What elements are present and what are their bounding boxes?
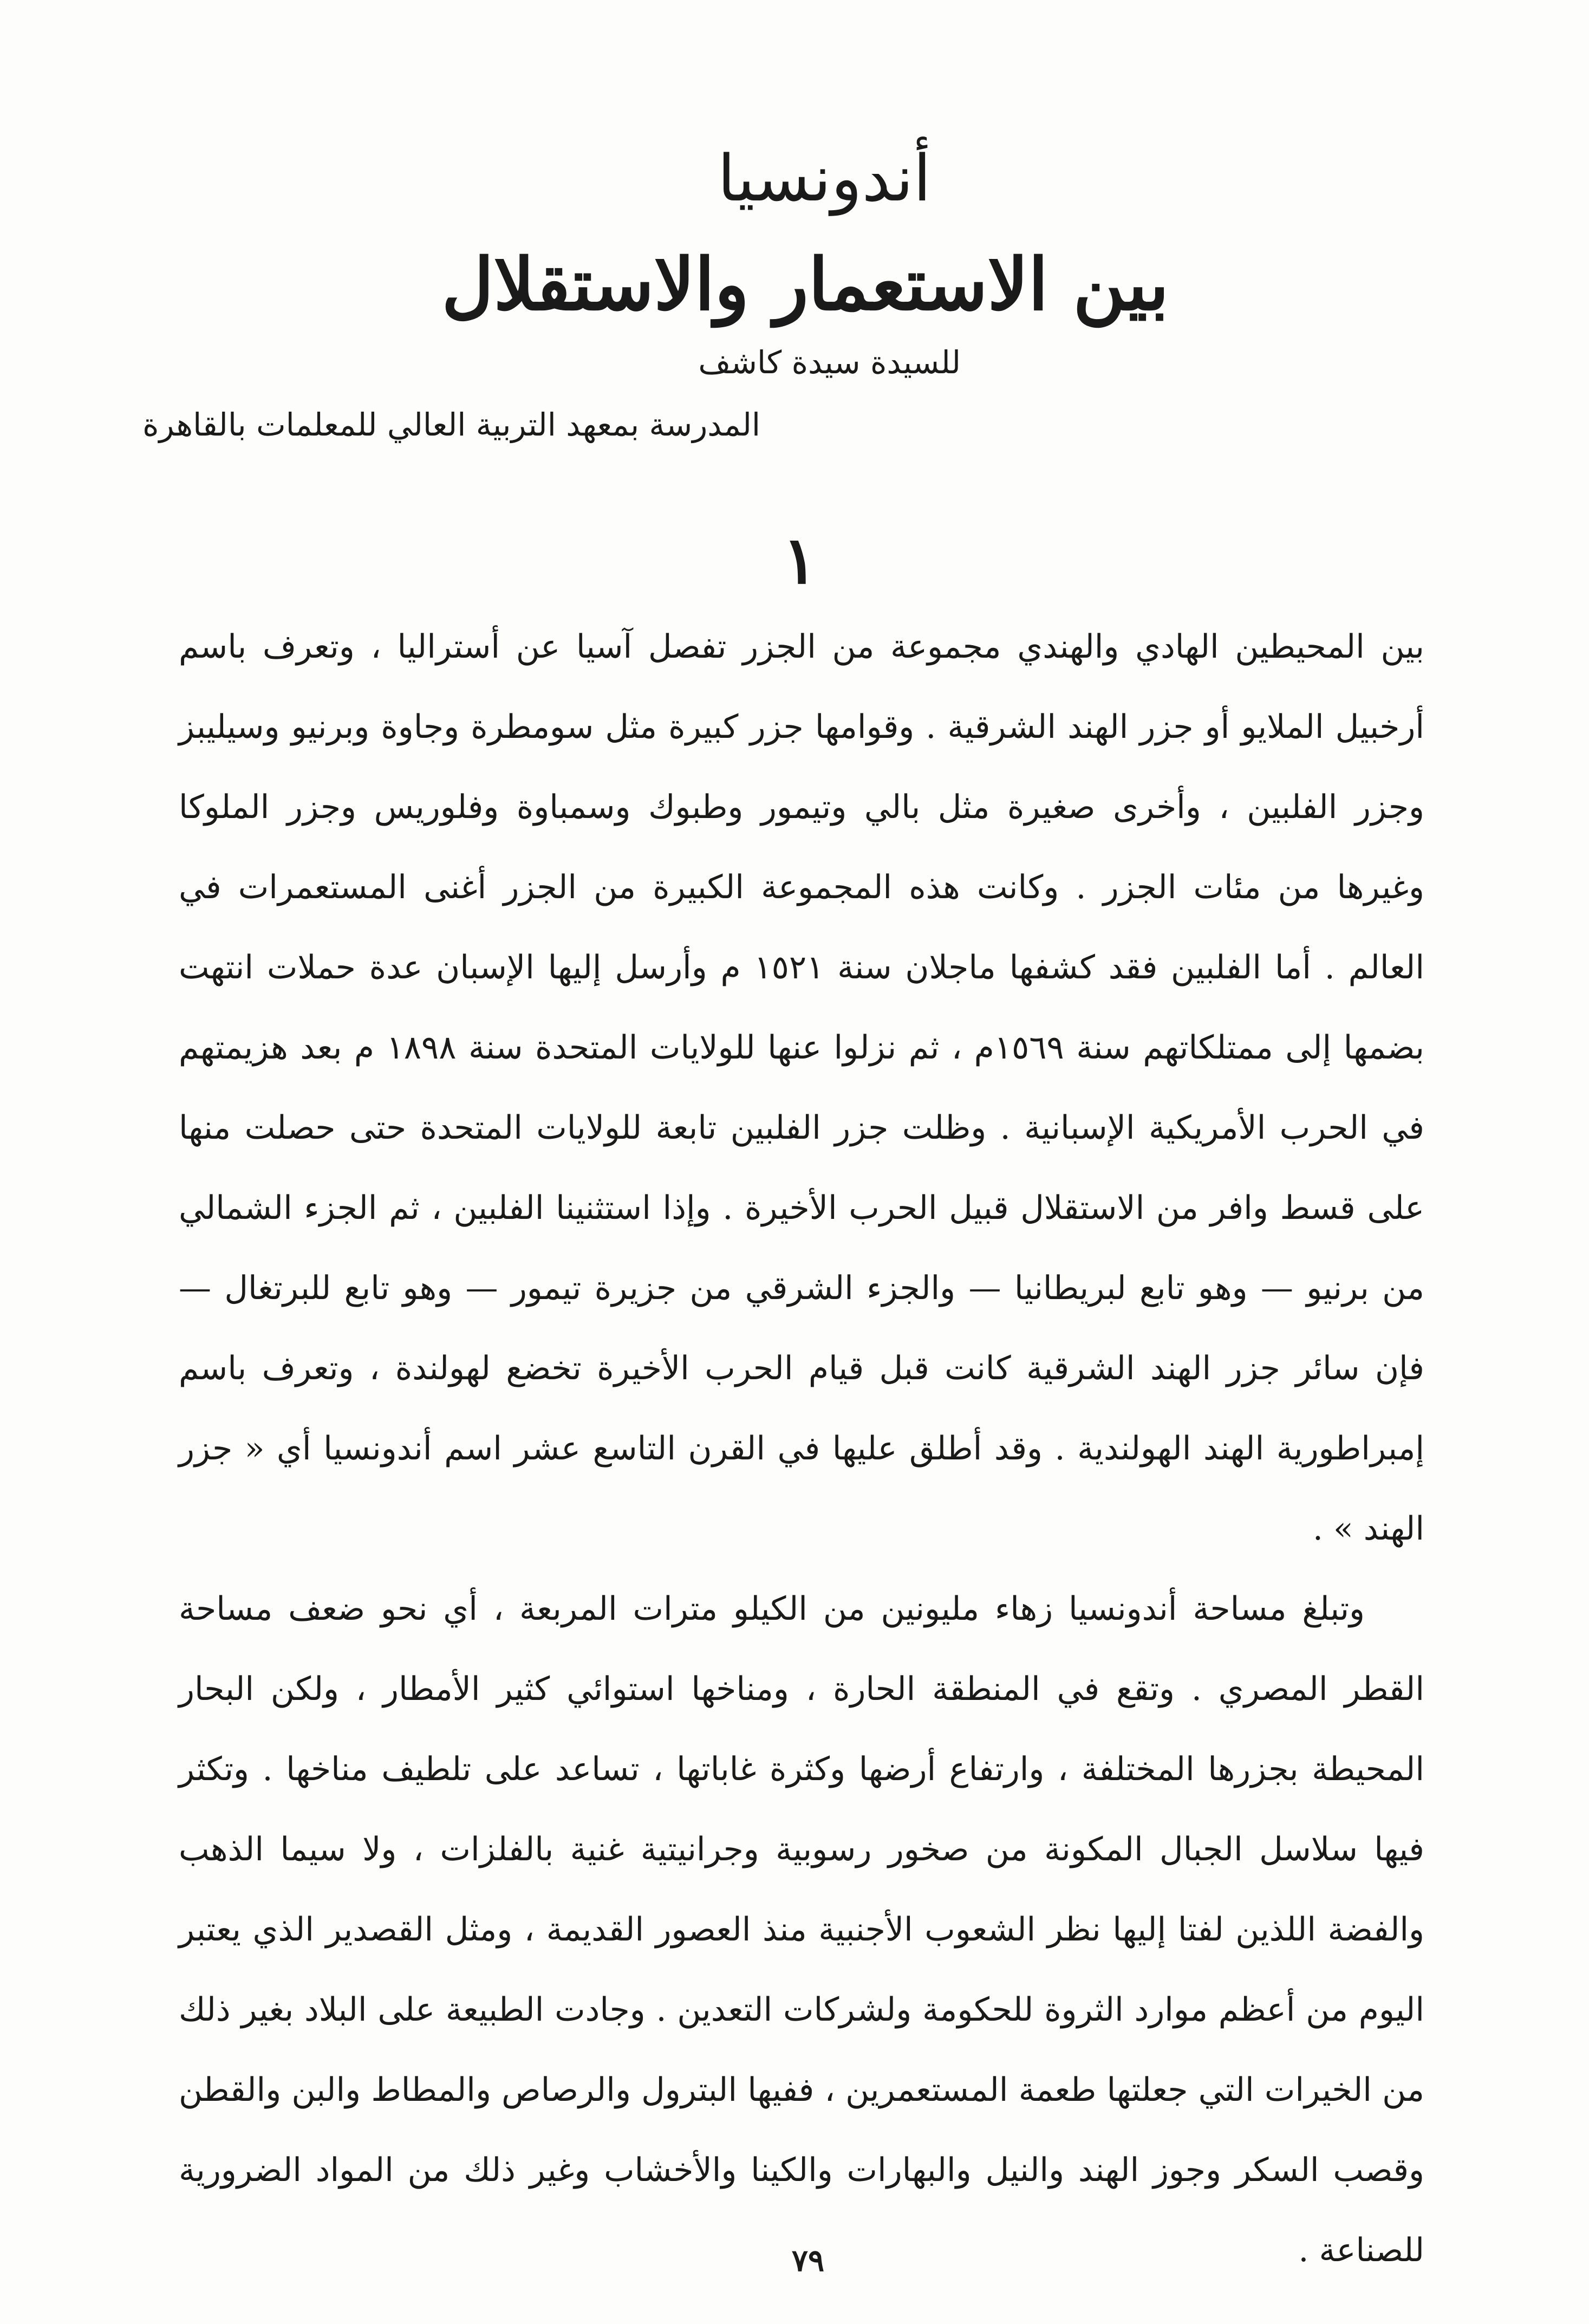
section-number: ١: [782, 522, 818, 599]
author-name: للسيدة سيدة كاشف: [698, 344, 961, 381]
page-number: ٧٩: [791, 2243, 825, 2278]
author-affiliation: المدرسة بمعهد التربية العالي للمعلمات بالقاهرة: [142, 406, 760, 443]
article-title: أندونسيا: [717, 141, 932, 216]
paragraph: بين المحيطين الهادي والهندي مجموعة من الجزر تفصل آسيا عن أستراليا ، وتعرف باسم أرخبيل الملايو أو جزر الهند الشرقية . وقوامها جزر كبيرة مثل سومطرة وجاوة وبرنيو وسيليبز وجزر الفلبين ، وأخرى صغيرة مثل بالي وتيمور وطبوك وسمباوة وفلوريس وجزر الملوكا وغيرها من مئات الجزر . وكانت هذه المجموعة الكبيرة من الجزر أغنى المستعمرات في العالم . أما الفلبين فقد كشفها ماجلان سنة ١٥٢١ م وأرسل إليها الإسبان عدة حملات انتهت بضمها إلى ممتلكاتهم سنة ١٥٦٩م ، ثم نزلوا عنها للولايات المتحدة سنة ١٨٩٨ م بعد هزيمتهم في الحرب الأمريكية الإسبانية . وظلت جزر الفلبين تابعة للولايات المتحدة حتى حصلت منها على قسط وافر من الاستقلال قبيل الحرب الأخيرة . وإذا استثنينا الفلبين ، ثم الجزء الشمالي من برنيو — وهو تابع لبريطانيا — والجزء الشرقي من جزيرة تيمور — وهو تابع للبرتغال — فإن سائر جزر الهند الشرقية كانت قبل قيام الحرب الأخيرة تخضع لهولندة ، وتعرف باسم إمبراطورية الهند الهولندية . وقد أطلق عليها في القرن التاسع عشر اسم أندونسيا أي « جزر الهند » .: [179, 628, 1424, 1548]
article-body: [179, 607, 1424, 2290]
paragraph: وتبلغ مساحة أندونسيا زهاء مليونين من الكيلو مترات المربعة ، أي نحو ضعف مساحة القطر المصري . وتقع في المنطقة الحارة ، ومناخها استوائي كثير الأمطار ، ولكن البحار المحيطة بجزرها المختلفة ، وارتفاع أرضها وكثرة غاباتها ، تساعد على تلطيف مناخها . وتكثر فيها سلاسل الجبال المكونة من صخور رسوبية وجرانيتية غنية بالفلزات ، ولا سيما الذهب والفضة اللذين لفتا إليها نظر الشعوب الأجنبية منذ العصور القديمة ، ومثل القصدير الذي يعتبر اليوم من أعظم موارد الثروة للحكومة ولشركات التعدين . وجادت الطبيعة على البلاد بغير ذلك من الخيرات التي جعلتها طعمة المستعمرين ، ففيها البترول والرصاص والمطاط والبن والقطن وقصب السكر وجوز الهند والنيل والبهارات والكينا والأخشاب وغير ذلك من المواد الضرورية للصناعة .: [179, 1590, 1424, 2269]
article-subtitle: بين الاستعمار والاستقلال: [441, 243, 1169, 327]
